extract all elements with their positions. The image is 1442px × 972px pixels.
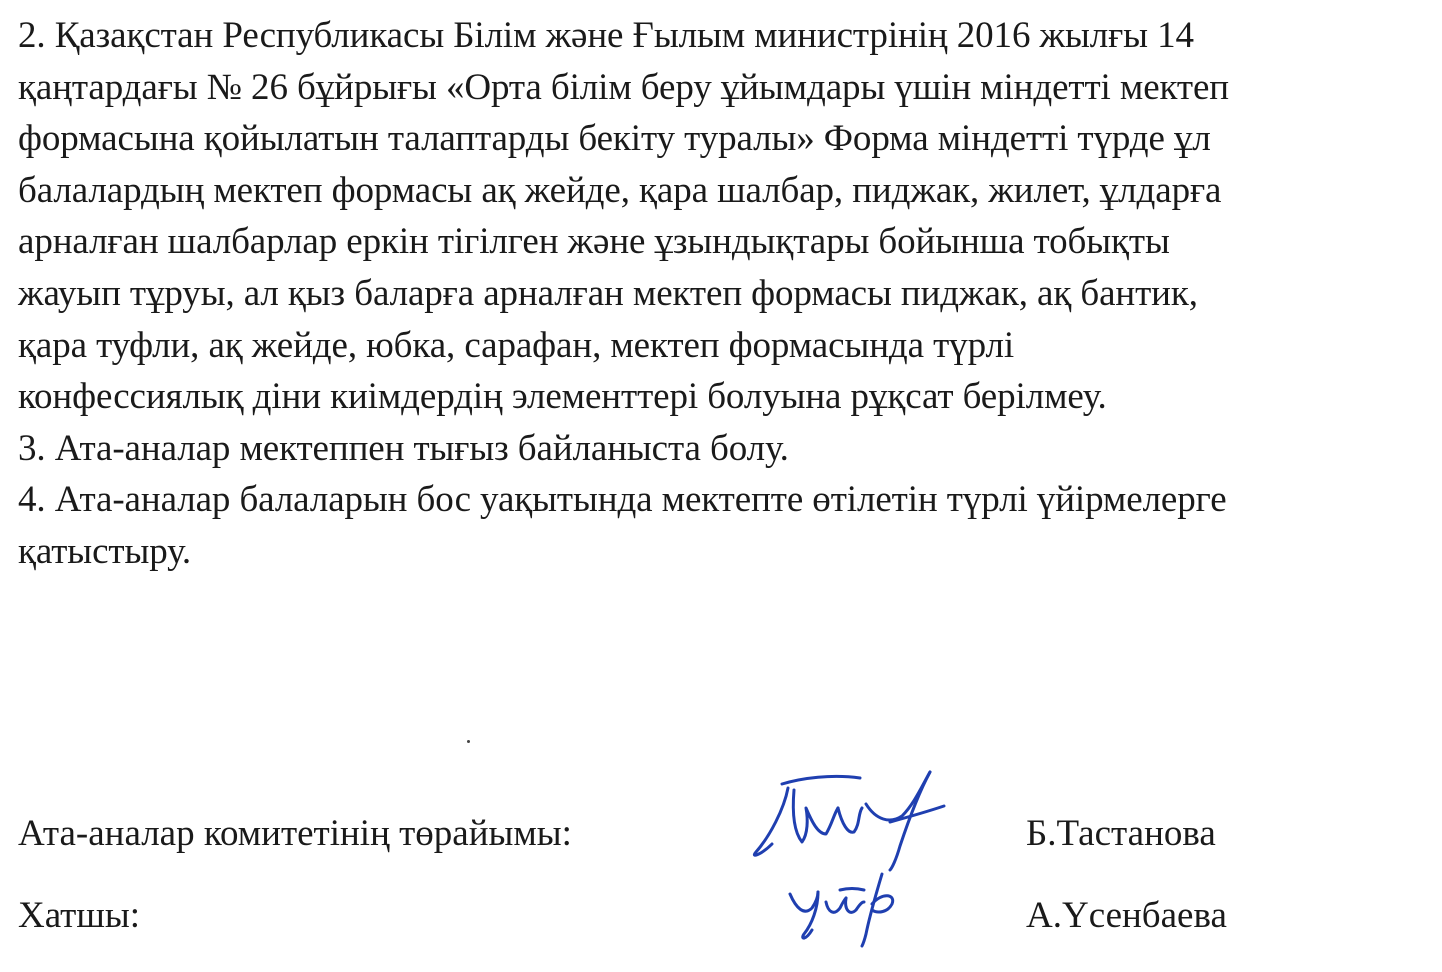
signature-row-chair	[0, 798, 1442, 868]
signatory-name: Б.Тастанова	[1026, 813, 1216, 854]
text-line: қаңтардағы № 26 бұйрығы «Орта білім беру ұйымдары үшін міндетті мектеп	[18, 66, 1230, 108]
paragraph-item-4	[18, 474, 1428, 577]
paragraph-item-3	[18, 423, 1428, 475]
signature-row-secretary	[0, 880, 1442, 950]
text-line: 3. Ата-аналар мектеппен тығыз байланыста болу.	[18, 427, 789, 469]
signatory-role: Хатшы:	[18, 895, 140, 936]
text-line: конфессиялық діни киімдердің элементтері болуына рұқсат берілмеу.	[18, 376, 1107, 418]
document-body	[18, 10, 1428, 578]
scan-speck	[467, 740, 470, 743]
text-line: балалардың мектеп формасы ақ жейде, қара шалбар, пиджак, жилет, ұлдарға	[18, 169, 1222, 211]
paragraph-item-2	[18, 10, 1428, 423]
text-line: қатыстыру.	[18, 530, 191, 572]
handwritten-signature-icon	[742, 764, 947, 874]
handwritten-signature-icon	[782, 868, 907, 948]
signatory-name: А.Үсенбаева	[1026, 895, 1227, 936]
text-line: арналған шалбарлар еркін тігілген және ұзындықтары бойынша тобықты	[18, 221, 1170, 263]
signatory-role: Ата-аналар комитетінің төрайымы:	[18, 813, 572, 854]
text-line: 4. Ата-аналар балаларын бос уақытында мектепте өтілетін түрлі үйірмелерге	[18, 479, 1227, 521]
text-line: формасына қойылатын талаптарды бекіту туралы» Форма міндетті түрде ұл	[18, 118, 1211, 160]
text-line: жауып тұруы, ал қыз баларға арналған мектеп формасы пиджак, ақ бантик,	[18, 272, 1198, 314]
text-line: 2. Қазақстан Республикасы Білім және Ғылым министрінің 2016 жылғы 14	[18, 15, 1194, 56]
text-line: қара туфли, ақ жейде, юбка, сарафан, мектеп формасында түрлі	[18, 324, 1015, 366]
